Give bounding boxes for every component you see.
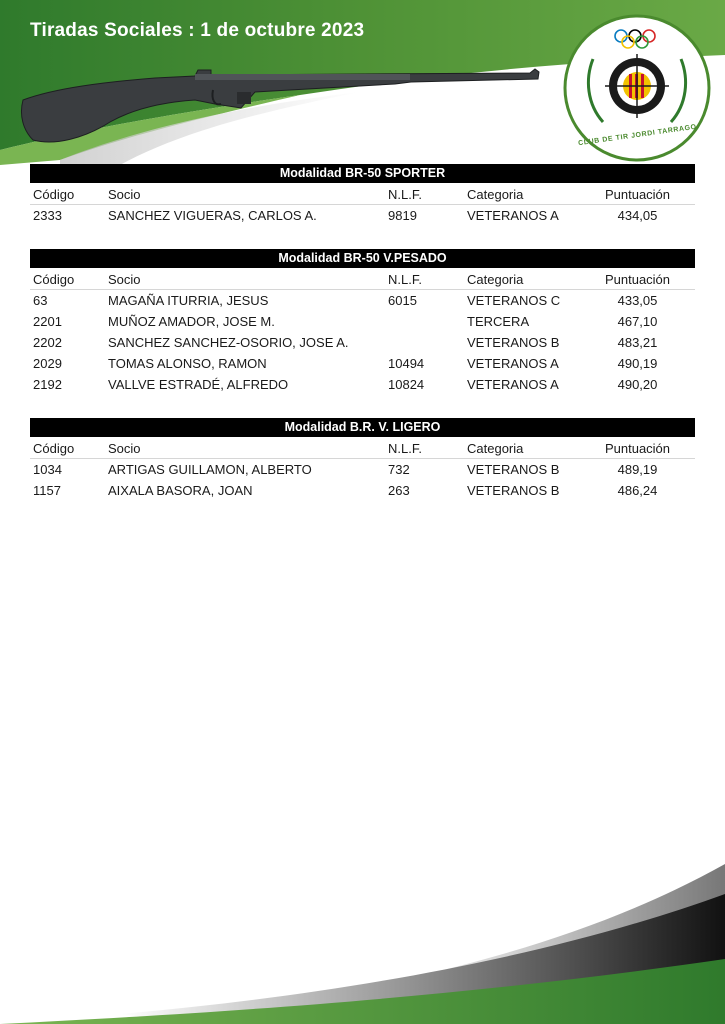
table-row <box>30 353 695 374</box>
table-row <box>30 290 695 311</box>
club-logo <box>563 14 711 162</box>
section-v-pesado <box>30 249 695 395</box>
cell-socio: MAGAÑA ITURRIA, JESUS <box>108 293 269 308</box>
logo-text: CLUB DE TIR JORDI TARRAGO <box>577 123 698 148</box>
cell-score: 490,19 <box>617 356 658 371</box>
cell-code: 63 <box>33 293 48 308</box>
section-title: Modalidad BR-50 V.PESADO <box>30 249 695 268</box>
cell-socio: ARTIGAS GUILLAMON, ALBERTO <box>108 462 312 477</box>
table-row <box>30 311 695 332</box>
table-row <box>30 205 695 226</box>
cell-category: TERCERA <box>467 314 530 329</box>
cell-socio: SANCHEZ SANCHEZ-OSORIO, JOSE A. <box>108 335 349 350</box>
cell-score: 483,21 <box>617 335 658 350</box>
table-row <box>30 480 695 501</box>
col-socio-header: Socio <box>108 272 141 287</box>
cell-category: VETERANOS B <box>467 462 560 477</box>
cell-nlf: 10494 <box>388 356 425 371</box>
section-sporter <box>30 164 695 226</box>
table-row <box>30 459 695 480</box>
cell-category: VETERANOS B <box>467 335 560 350</box>
col-socio-header: Socio <box>108 187 141 202</box>
column-header-row <box>30 268 695 290</box>
cell-score: 433,05 <box>617 293 658 308</box>
section-title: Modalidad B.R. V. LIGERO <box>30 418 695 437</box>
cell-score: 486,24 <box>617 483 658 498</box>
cell-nlf: 732 <box>388 462 410 477</box>
cell-socio: AIXALA BASORA, JOAN <box>108 483 253 498</box>
cell-nlf: 10824 <box>388 377 425 392</box>
col-score-header: Puntuación <box>604 441 671 456</box>
col-code-header: Código <box>33 272 75 287</box>
col-score-header: Puntuación <box>604 272 671 287</box>
cell-code: 2192 <box>33 377 62 392</box>
cell-category: VETERANOS A <box>467 377 559 392</box>
col-category-header: Categoria <box>467 187 524 202</box>
cell-code: 2202 <box>33 335 62 350</box>
col-code-header: Código <box>33 187 75 202</box>
table-row <box>30 374 695 395</box>
cell-nlf: 263 <box>388 483 410 498</box>
cell-category: VETERANOS B <box>467 483 560 498</box>
section-v-ligero <box>30 418 695 501</box>
cell-socio: MUÑOZ AMADOR, JOSE M. <box>108 314 275 329</box>
section-title: Modalidad BR-50 SPORTER <box>30 164 695 183</box>
col-code-header: Código <box>33 441 75 456</box>
cell-score: 467,10 <box>617 314 658 329</box>
column-header-row <box>30 183 695 205</box>
table-row <box>30 332 695 353</box>
cell-category: VETERANOS A <box>467 208 559 223</box>
cell-category: VETERANOS C <box>467 293 561 308</box>
col-score-header: Puntuación <box>604 187 671 202</box>
cell-code: 1157 <box>33 483 61 498</box>
col-nlf-header: N.L.F. <box>388 441 422 456</box>
col-nlf-header: N.L.F. <box>388 187 422 202</box>
cell-score: 434,05 <box>617 208 658 223</box>
rifle-icon <box>15 60 545 150</box>
footer-banner <box>0 824 725 1024</box>
cell-code: 2029 <box>33 356 62 371</box>
cell-code: 2333 <box>33 208 62 223</box>
cell-nlf: 9819 <box>388 208 417 223</box>
cell-category: VETERANOS A <box>467 356 559 371</box>
cell-socio: SANCHEZ VIGUERAS, CARLOS A. <box>108 208 317 223</box>
col-category-header: Categoria <box>467 441 524 456</box>
cell-score: 489,19 <box>617 462 658 477</box>
cell-code: 2201 <box>33 314 62 329</box>
cell-nlf: 6015 <box>388 293 417 308</box>
page-title: Tiradas Sociales : 1 de octubre 2023 <box>30 20 365 41</box>
cell-code: 1034 <box>33 462 62 477</box>
cell-socio: TOMAS ALONSO, RAMON <box>108 356 267 371</box>
cell-score: 490,20 <box>617 377 658 392</box>
col-category-header: Categoria <box>467 272 524 287</box>
cell-socio: VALLVE ESTRADÉ, ALFREDO <box>108 377 289 392</box>
col-socio-header: Socio <box>108 441 141 456</box>
column-header-row <box>30 437 695 459</box>
col-nlf-header: N.L.F. <box>388 272 422 287</box>
